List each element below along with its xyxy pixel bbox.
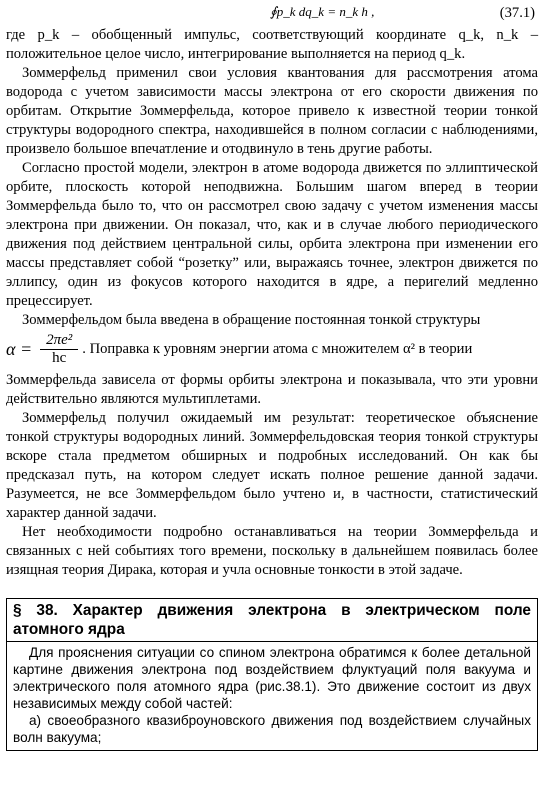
alpha-trailing-text: . Поправка к уровням энергии атома с множителем α² в теории xyxy=(82,341,473,357)
equation-expression: ∮p_k dq_k = n_k h , xyxy=(270,4,375,19)
paragraph-simple-model: Согласно простой модели, электрон в атоме водорода движется по эллиптической орбите, плоскость которой неподвижна. Большим шагом вперед в теории Зоммерфельда было то, что он рассмотрел свою задачу с учетом изменения массы электрона при движении. Он показал, что, как и в случае любого периодического движения под действием центральной силы, орбита электрона при изменении его массы представляет собой “розетку” или, выражаясь точнее, электрон движется по эллипсу, один из фокусов которого находится в ядре, а перигелий медленно прецессирует. xyxy=(6,160,538,309)
section-heading-38 xyxy=(6,598,538,642)
alpha-fraction xyxy=(40,332,78,367)
paragraph-dirac-theory: Нет необходимости подробно останавливаться на теории Зоммерфельда и связанных с ней событиях того времени, поскольку в дальнейшем появилась более изящная теория Дирака, которая и учла основные тонкости в этой задаче. xyxy=(6,524,538,578)
section-title: § 38. Характер движения электрона в электрическом поле атомного ядра xyxy=(13,602,531,638)
paragraph-expected-result: Зоммерфельд получил ожидаемый им результат: теоретическое объяснение тонкой структуры водородных линий. Зоммерфельдовская теория тонкой структуры вскоре стала предметом обширных и подробных исследований. Он как бы предсказал путь, на котором следует искать полное решение данной задачи. Разумеется, не все Зоммерфельдом было учтено и, в частности, статистический характер данной задачи. xyxy=(6,410,538,521)
alpha-symbol: α = xyxy=(6,339,33,359)
alpha-denominator: hc xyxy=(52,350,67,366)
equation-number: (37.1) xyxy=(499,5,535,21)
alpha-numerator: 2πe² xyxy=(40,332,78,350)
paragraph-definitions: где p_k – обобщенный импульс, соответствующий координате q_k, n_k – положительное целое число, интегрирование выполняется на период q_k. xyxy=(6,27,538,62)
paragraph-sommerfeld-quantization: Зоммерфельд применил свои условия квантования для рассмотрения атома водорода с учетом зависимости массы электрона от его скорости движения по орбитам. Открытие Зоммерфельда, которое привело к известной теории тонкой структуры водородного спектра, находившейся в полном согласии с наблюдениями, произвело большое впечатление и отодвинуло в тень другие работы. xyxy=(6,65,538,157)
equation-37-1 xyxy=(0,2,541,24)
paragraph-spin-clarification: Для прояснения ситуации со спином электрона обратимся к более детальной картине движения электрона под воздействием флуктуаций поля вакуума и электрического поля атомного ядра (рис.38.1). Это движение состоит из двух независимых между собой частей: xyxy=(13,645,531,711)
section-box-body xyxy=(6,642,538,751)
fine-structure-formula-line xyxy=(6,332,538,367)
paragraph-list-item-a: а) своеобразного квазиброуновского движения под воздействием случайных волн вакуума; xyxy=(13,713,531,745)
document-body xyxy=(6,26,538,751)
paragraph-fine-structure-intro: Зоммерфельдом была введена в обращение постоянная тонкой структуры xyxy=(22,312,481,328)
paragraph-multiplets: Зоммерфельда зависела от формы орбиты электрона и показывала, что эти уровни действительно являются мультиплетами. xyxy=(6,372,538,407)
